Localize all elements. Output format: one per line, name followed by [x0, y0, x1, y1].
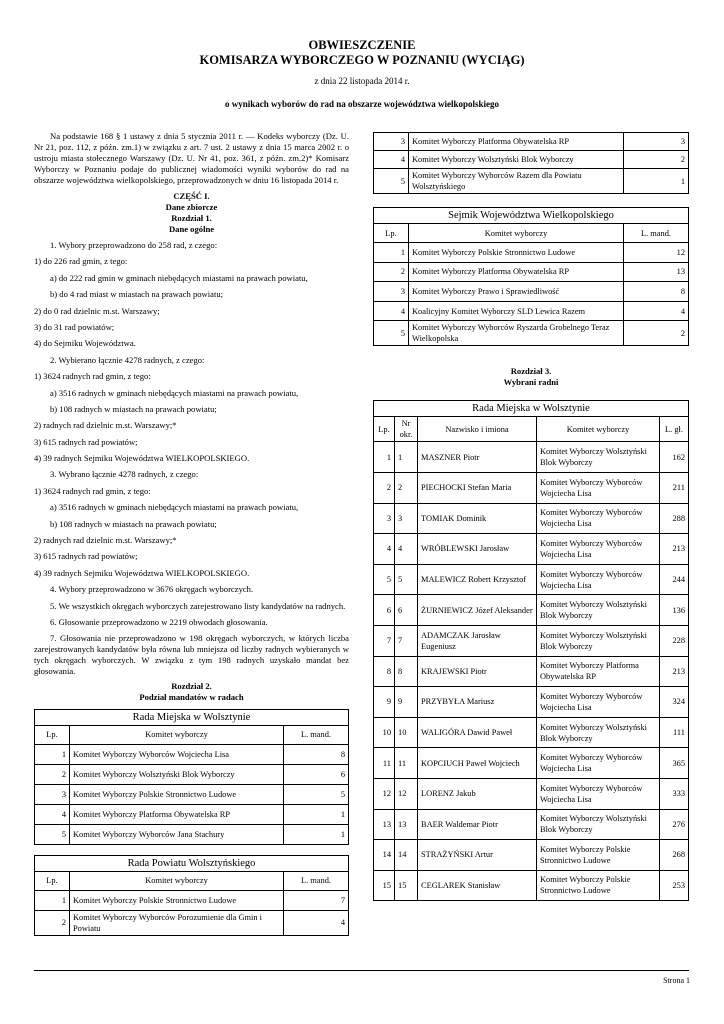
cell-mandaty: 4 [624, 301, 689, 321]
cell-komitet: Komitet Wyborczy Platforma Obywatelska RP [70, 804, 284, 824]
col-komitet: Komitet wyborczy [409, 224, 624, 243]
table-row [374, 151, 689, 169]
table-row [374, 595, 689, 626]
cell-komitet: Komitet Wyborczy Wolsztyński Blok Wyborczy [537, 625, 660, 656]
table-sejmik-mandaty [373, 207, 689, 346]
general-data-line: 4. Wybory przeprowadzono w 3676 okręgach wyborczych. [50, 584, 254, 595]
general-data-line: b) 108 radnych w miastach na prawach powiatu; [50, 403, 217, 414]
table-row [374, 534, 689, 565]
table-row [374, 503, 689, 534]
table-row [35, 890, 349, 910]
col-lp: Lp. [374, 224, 409, 243]
cell-komitet: Komitet Wyborczy Wolsztyński Blok Wyborczy [537, 442, 660, 473]
cell-nr-okr: 7 [395, 625, 418, 656]
cell-komitet: Komitet Wyborczy Platforma Obywatelska RP [409, 133, 624, 151]
paragraph-7: 7. Głosowania nie przeprowadzono w 198 okręgach wyborczych, w których liczba zarejestrowanych kandydatów była równa lub mniejsza od liczby radnych wybieranych w tych okręgach wyborczych. W związku z tym 198 radnych uzyskało mandat bez głosowania. [34, 632, 349, 676]
general-data-line: 1. Wybory przeprowadzono do 258 rad, z czego: [50, 240, 218, 250]
cell-komitet: Komitet Wyborczy Polskie Stronnictwo Ludowe [537, 840, 660, 871]
cell-komitet: Komitet Wyborczy Wyborców Wojciecha Lisa [537, 687, 660, 718]
paragraph-5: 5. We wszystkich okręgach wyborczych zarejestrowano listy kandydatów na radnych. [50, 600, 346, 611]
table-rada-powiatu-mandaty [34, 855, 349, 936]
cell-mandaty: 6 [284, 764, 349, 784]
table-row [374, 625, 689, 656]
cell-mandaty: 8 [284, 744, 349, 764]
col-mand: L. mand. [284, 725, 349, 744]
cell-nazwisko: KRAJEWSKI Piotr [418, 656, 537, 687]
table-row [374, 840, 689, 871]
cell-lp: 2 [374, 262, 409, 282]
general-data-line: 2) do 0 rad dzielnic m.st. Warszawy; [34, 305, 160, 316]
general-data-list [34, 240, 349, 595]
cell-lp: 12 [374, 778, 395, 809]
general-data-line: 3. Wybrano łącznie 4278 radnych, z czego: [50, 469, 199, 480]
cell-nazwisko: ADAMCZAK Jarosław Eugeniusz [418, 625, 537, 656]
col-mand: L. mand. [624, 224, 689, 243]
chapter-2-title: Podział mandatów w radach [139, 691, 244, 702]
cell-mandaty: 1 [284, 804, 349, 824]
cell-nazwisko: BAER Waldemar Piotr [418, 809, 537, 840]
title-line-2: KOMISARZA WYBORCZEGO W POZNANIU (WYCIĄG) [199, 53, 525, 67]
cell-nazwisko: TOMIAK Dominik [418, 503, 537, 534]
general-data-line: 4) 39 radnych Sejmiku Województwa WIELKOPOLSKIEGO. [34, 567, 250, 578]
cell-lp: 11 [374, 748, 395, 779]
title-line-1: OBWIESZCZENIE [308, 38, 416, 52]
table-row [35, 784, 349, 804]
col-komitet: Komitet wyborczy [70, 725, 284, 744]
cell-lp: 10 [374, 717, 395, 748]
table-row [374, 656, 689, 687]
document-title [0, 38, 724, 68]
left-column [34, 131, 349, 936]
cell-komitet: Komitet Wyborczy Wolsztyński Blok Wyborczy [537, 595, 660, 626]
cell-mandaty: 4 [284, 910, 349, 935]
cell-glosy: 253 [660, 870, 689, 901]
footer-divider [34, 970, 689, 971]
cell-nr-okr: 10 [395, 717, 418, 748]
cell-glosy: 365 [660, 748, 689, 779]
table-caption: Sejmik Województwa Wielkopolskiego [374, 208, 689, 224]
cell-glosy: 213 [660, 534, 689, 565]
document-date: z dnia 22 listopada 2014 r. [314, 76, 410, 86]
table-row [374, 778, 689, 809]
cell-mandaty: 8 [624, 282, 689, 302]
cell-komitet: Komitet Wyborczy Prawo i Sprawiedliwość [409, 282, 624, 302]
cell-lp: 7 [374, 625, 395, 656]
table-row [374, 282, 689, 302]
cell-lp: 2 [374, 472, 395, 503]
table-row [374, 809, 689, 840]
table-row [374, 169, 689, 194]
right-column [373, 132, 689, 901]
cell-nr-okr: 1 [395, 442, 418, 473]
table-wybrani-radni [373, 400, 689, 901]
table-row [374, 301, 689, 321]
general-data-line: 1) 3624 radnych rad gmin, z tego: [34, 371, 151, 382]
col-lp: Lp. [374, 417, 395, 442]
cell-nazwisko: PRZYBYŁA Mariusz [418, 687, 537, 718]
cell-nazwisko: STRAŻYŃSKI Artur [418, 840, 537, 871]
general-data-line: 2) radnych rad dzielnic m.st. Warszawy;* [34, 535, 177, 546]
cell-mandaty: 5 [284, 784, 349, 804]
chapter-3-title: Wybrani radni [503, 377, 559, 388]
cell-mandaty: 1 [284, 824, 349, 844]
cell-mandaty: 7 [284, 890, 349, 910]
cell-lp: 1 [374, 442, 395, 473]
general-data-line: 4) 39 radnych Sejmiku Województwa WIELKOPOLSKIEGO. [34, 453, 250, 464]
cell-komitet: Komitet Wyborczy Wyborców Jana Stachury [70, 824, 284, 844]
cell-komitet: Komitet Wyborczy Wyborców Wojciecha Lisa [537, 778, 660, 809]
cell-lp: 3 [374, 133, 409, 151]
chapter-1-label: Rozdział 1. [171, 213, 212, 223]
intro-paragraph: Na podstawie 168 § 1 ustawy z dnia 5 stycznia 2011 r. — Kodeks wyborczy (Dz. U. Nr 21, poz. 112, z późn. zm.1) w związku z art. 7 ust. 2 ustawy z dnia 15 marca 2002 r. o ustroju miasta stołecznego Warszawy (Dz. U. Nr 41, poz. 361, z późn. zm.2)* Komisarz Wyborczy w Poznaniu podaje do publicznej wiadomości wyniki wyborów do rad na obszarze województwa wielkopolskiego, przeprowadzonych w dniu 16 listopada 2014 r. [34, 131, 349, 185]
cell-nazwisko: ŻURNIEWICZ Józef Aleksander [418, 595, 537, 626]
cell-komitet: Komitet Wyborczy Wyborców Wojciecha Lisa [537, 564, 660, 595]
cell-komitet: Komitet Wyborczy Wyborców Wojciecha Lisa [537, 503, 660, 534]
cell-lp: 13 [374, 809, 395, 840]
cell-glosy: 268 [660, 840, 689, 871]
table-row [35, 824, 349, 844]
cell-komitet: Komitet Wyborczy Wyborców Wojciecha Lisa [537, 748, 660, 779]
cell-lp: 4 [374, 151, 409, 169]
general-data-line: b) 108 radnych w miastach na prawach powiatu; [50, 518, 217, 529]
cell-komitet: Komitet Wyborczy Wyborców Ryszarda Grobelnego Teraz Wielkopolska [409, 321, 624, 346]
table-row [374, 687, 689, 718]
cell-lp: 1 [35, 744, 70, 764]
table-row [374, 442, 689, 473]
cell-lp: 5 [374, 564, 395, 595]
cell-komitet: Komitet Wyborczy Wolsztyński Blok Wyborczy [537, 809, 660, 840]
part-label: CZĘŚĆ I. [173, 191, 210, 201]
general-data-line: 3) 615 radnych rad powiatów; [34, 436, 138, 447]
cell-nazwisko: PIECHOCKI Stefan Maria [418, 472, 537, 503]
cell-nr-okr: 12 [395, 778, 418, 809]
table-caption: Rada Miejska w Wolsztynie [374, 401, 689, 417]
cell-nr-okr: 8 [395, 656, 418, 687]
cell-glosy: 288 [660, 503, 689, 534]
cell-mandaty: 2 [624, 151, 689, 169]
cell-lp: 9 [374, 687, 395, 718]
table-row [374, 564, 689, 595]
cell-komitet: Komitet Wyborczy Wyborców Razem dla Powiatu Wolsztyńskiego [409, 169, 624, 194]
cell-glosy: 213 [660, 656, 689, 687]
table-row [374, 472, 689, 503]
part-title: Dane zbiorcze [165, 202, 218, 212]
general-data-line: a) 3516 radnych w gminach niebędących miastami na prawach powiatu, [50, 502, 299, 513]
document-subject: o wynikach wyborów do rad na obszarze województwa wielkopolskiego [224, 99, 499, 109]
table-row [35, 804, 349, 824]
cell-komitet: Komitet Wyborczy Wolsztyński Blok Wyborczy [409, 151, 624, 169]
cell-nr-okr: 11 [395, 748, 418, 779]
cell-nr-okr: 2 [395, 472, 418, 503]
general-data-line: 2) radnych rad dzielnic m.st. Warszawy;* [34, 420, 177, 431]
cell-mandaty: 2 [624, 321, 689, 346]
cell-glosy: 324 [660, 687, 689, 718]
cell-lp: 14 [374, 840, 395, 871]
cell-nazwisko: CEGLAREK Stanisław [418, 870, 537, 901]
cell-lp: 15 [374, 870, 395, 901]
cell-lp: 5 [374, 169, 409, 194]
col-mand: L. mand. [284, 871, 349, 890]
table-row [35, 764, 349, 784]
table-row [35, 744, 349, 764]
cell-lp: 6 [374, 595, 395, 626]
cell-komitet: Koalicyjny Komitet Wyborczy SLD Lewica Razem [409, 301, 624, 321]
chapter-1-title: Dane ogólne [168, 224, 215, 234]
col-nr-okr: Nr okr. [395, 417, 418, 442]
cell-komitet: Komitet Wyborczy Polskie Stronnictwo Ludowe [409, 243, 624, 263]
cell-nazwisko: LORENZ Jakub [418, 778, 537, 809]
table-row [374, 243, 689, 263]
col-glosy: L. gł. [660, 417, 689, 442]
cell-nazwisko: MALEWICZ Robert Krzysztof [418, 564, 537, 595]
table-row [35, 910, 349, 935]
cell-mandaty: 13 [624, 262, 689, 282]
paragraph-6: 6. Głosowanie przeprowadzono w 2219 obwodach głosowania. [50, 616, 268, 627]
general-data-line: b) do 4 rad miast w miastach na prawach powiatu; [50, 289, 224, 300]
col-lp: Lp. [35, 725, 70, 744]
cell-lp: 8 [374, 656, 395, 687]
general-data-line: 3) 615 radnych rad powiatów; [34, 551, 138, 562]
cell-nazwisko: WALIGÓRA Dawid Paweł [418, 717, 537, 748]
cell-lp: 5 [35, 824, 70, 844]
cell-komitet: Komitet Wyborczy Wolsztyński Blok Wyborczy [537, 717, 660, 748]
table-caption: Rada Powiatu Wolsztyńskiego [35, 855, 349, 871]
table-row [374, 133, 689, 151]
cell-komitet: Komitet Wyborczy Wyborców Wojciecha Lisa [537, 472, 660, 503]
cell-lp: 1 [35, 890, 70, 910]
cell-lp: 3 [35, 784, 70, 804]
table-rada-miejska-mandaty [34, 709, 349, 845]
cell-glosy: 111 [660, 717, 689, 748]
cell-komitet: Komitet Wyborczy Wyborców Wojciecha Lisa [70, 744, 284, 764]
cell-lp: 3 [374, 503, 395, 534]
cell-nr-okr: 4 [395, 534, 418, 565]
cell-nr-okr: 5 [395, 564, 418, 595]
table-row [374, 748, 689, 779]
col-nazwisko: Nazwisko i imiona [418, 417, 537, 442]
cell-glosy: 276 [660, 809, 689, 840]
col-lp: Lp. [35, 871, 70, 890]
cell-nr-okr: 9 [395, 687, 418, 718]
cell-nr-okr: 3 [395, 503, 418, 534]
cell-nazwisko: WRÓBLEWSKI Jarosław [418, 534, 537, 565]
cell-lp: 4 [374, 301, 409, 321]
general-data-line: a) 3516 radnych w gminach niebędących miastami na prawach powiatu, [50, 387, 299, 398]
cell-komitet: Komitet Wyborczy Wyborców Porozumienie dla Gmin i Powiatu [70, 910, 284, 935]
cell-komitet: Komitet Wyborczy Wolsztyński Blok Wyborczy [70, 764, 284, 784]
cell-lp: 2 [35, 764, 70, 784]
cell-glosy: 136 [660, 595, 689, 626]
cell-nr-okr: 14 [395, 840, 418, 871]
cell-nr-okr: 15 [395, 870, 418, 901]
cell-nazwisko: MASZNER Piotr [418, 442, 537, 473]
cell-lp: 4 [374, 534, 395, 565]
cell-glosy: 228 [660, 625, 689, 656]
cell-lp: 1 [374, 243, 409, 263]
cell-glosy: 211 [660, 472, 689, 503]
cell-komitet: Komitet Wyborczy Polskie Stronnictwo Ludowe [70, 784, 284, 804]
table-row [374, 262, 689, 282]
col-komitet: Komitet wyborczy [70, 871, 284, 890]
general-data-line: 1) do 226 rad gmin, z tego: [34, 256, 128, 267]
cell-mandaty: 1 [624, 169, 689, 194]
cell-komitet: Komitet Wyborczy Platforma Obywatelska RP [537, 656, 660, 687]
table-row [374, 321, 689, 346]
general-data-line: 2. Wybierano łącznie 4278 radnych, z czego: [50, 354, 205, 365]
cell-nr-okr: 13 [395, 809, 418, 840]
cell-glosy: 162 [660, 442, 689, 473]
cell-glosy: 244 [660, 564, 689, 595]
cell-komitet: Komitet Wyborczy Polskie Stronnictwo Ludowe [537, 870, 660, 901]
cell-mandaty: 12 [624, 243, 689, 263]
col-komitet: Komitet wyborczy [537, 417, 660, 442]
cell-glosy: 333 [660, 778, 689, 809]
cell-komitet: Komitet Wyborczy Polskie Stronnictwo Ludowe [70, 890, 284, 910]
general-data-line: 1) 3624 radnych rad gmin, z tego: [34, 485, 151, 496]
cell-lp: 5 [374, 321, 409, 346]
chapter-2-label: Rozdział 2. [171, 680, 212, 691]
table-rada-powiatu-cont [373, 132, 689, 194]
chapter-3-label: Rozdział 3. [510, 366, 552, 377]
cell-nazwisko: KOPCIUCH Paweł Wojciech [418, 748, 537, 779]
cell-lp: 4 [35, 804, 70, 824]
table-row [374, 870, 689, 901]
page-number: Strona 1 [663, 976, 690, 985]
general-data-line: 3) do 31 rad powiatów; [34, 321, 115, 332]
cell-komitet: Komitet Wyborczy Platforma Obywatelska RP [409, 262, 624, 282]
table-caption: Rada Miejska w Wolsztynie [35, 709, 349, 725]
cell-lp: 3 [374, 282, 409, 302]
cell-mandaty: 3 [624, 133, 689, 151]
general-data-line: a) do 222 rad gmin w gminach niebędących miastami na prawach powiatu, [50, 272, 308, 283]
cell-komitet: Komitet Wyborczy Wyborców Wojciecha Lisa [537, 534, 660, 565]
cell-lp: 2 [35, 910, 70, 935]
general-data-line: 4) do Sejmiku Województwa. [34, 338, 136, 349]
cell-nr-okr: 6 [395, 595, 418, 626]
table-row [374, 717, 689, 748]
